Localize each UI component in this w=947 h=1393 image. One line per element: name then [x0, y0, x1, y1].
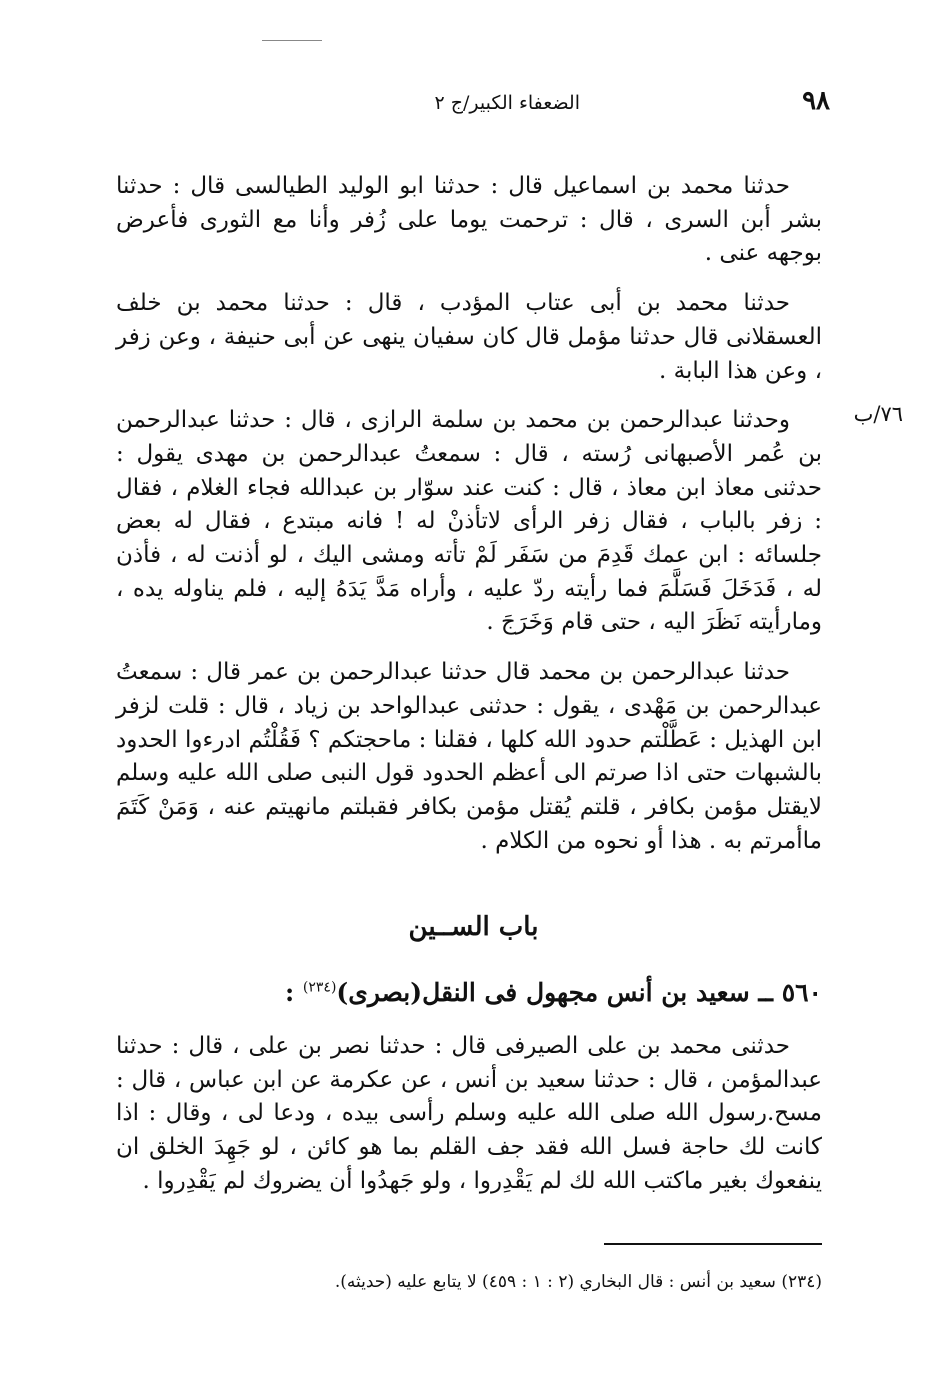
paragraph-3: وحدثنا عبدالرحمن بن محمد بن سلمة الرازى ، قال : حدثنا عبدالرحمن بن عُمر الأصبهانى رُسته ، قال : سمعتُ عبدالرحمن بن مهدى يقول : حدثنى معاذ ابن معاذ ، قال : كنت عند سوّار بن عبدالله فجاء الغلام ، فقال : زفر بالباب ، فقال زفر الرأى لاتأذنْ له ! فانه مبتدع ، فقال له بعض جلسائه : ابن عمك قَدِمَ من سَفَر لَمْ تأته ومشى اليك ، لو أذنت له ، فأذن له ، فَدَخَلَ فَسَلَّمَ فما رأيته ردّ عليه ، وأراه مَدَّ يَدَهُ إليه ، فلم يناوله يده ، ومارأيته نَظَرَ اليه ، حتى قام وَخَرَجَ . — [116, 407, 822, 636]
main-text — [116, 170, 822, 858]
paragraph-1: حدثنا محمد بن اسماعيل قال : حدثنا ابو الوليد الطيالسى قال : حدثنا بشر أبن السرى ، قال : ترحمت يوما على زُفر وأنا مع الثورى فأعرض بوجهه عنى . — [116, 173, 822, 267]
footnote-reference: (٢٣٤) — [302, 979, 337, 996]
scan-mark — [262, 40, 322, 41]
paragraph-4: حدثنا عبدالرحمن بن محمد قال حدثنا عبدالرحمن بن عمر قال : سمعتُ عبدالرحمن بن مَهْدى ، يقول : حدثنى عبدالواحد بن زياد ، قال : قلت لزفر ابن الهذيل : عَطَّلْتم حدود الله كلها ، فقلنا : ماحجتكم ؟ فَقُلْتُم ادرءوا الحدود بالشبهات حتى اذا صرتم الى أعظم الحدود قول النبى صلى الله عليه وسلم لايقتل مؤمن بكافر ، قلتم يُقتل مؤمن بكافر فقبلتم مانهيتم عنه ، وَمَنْ كَتَمَ ماأمرتم به . هذا أو نحوه من الكلام . — [116, 659, 822, 854]
paragraph-2: حدثنا محمد بن أبى عتاب المؤدب ، قال : حدثنا محمد بن خلف العسقلانى قال حدثنا مؤمل قال كان سفيان ينهى عن أبى حنيفة ، وعن زفر ، وعن هذا البابة . — [116, 290, 822, 384]
entry-colon: : — [284, 978, 303, 1007]
entry-heading — [285, 978, 822, 1007]
entry-title: ٥٦٠ ــ سعيد بن أنس مجهول فى النقل(بصرى) — [336, 978, 822, 1007]
page-number: ٩٨ — [802, 86, 830, 116]
page-header — [100, 86, 830, 116]
entry-text — [116, 1030, 822, 1199]
footnote-rule — [604, 1243, 822, 1245]
chapter-heading: باب الســين — [408, 912, 539, 942]
footnote: (٢٣٤) سعيد بن أنس : قال البخاري (٢ : ١ : ٤٥٩) لا يتابع عليه (حديثه). — [334, 1272, 822, 1292]
entry-paragraph: حدثنى محمد بن على الصيرفى قال : حدثنا نصر بن على ، قال : حدثنا عبدالمؤمن ، قال : حدثنا سعيد بن أنس ، عن عكرمة عن ابن عباس ، قال : مسح.رسول الله صلى الله عليه وسلم رأسى بيده ، ودعا لى ، وقال : اذا كانت لك حاجة فسل الله فقد جف القلم بما هو كائن ، لو جَهِدَ الخلق ان ينفعوك بغير ماكتب الله لك لم يَقْدِروا ، ولو جَهدُوا أن يضروك لم يَقْدِروا . — [116, 1033, 822, 1194]
running-title: الضعفاء الكبير/ج ٢ — [434, 92, 580, 114]
margin-folio-note: ٧٦/ب — [853, 402, 903, 426]
